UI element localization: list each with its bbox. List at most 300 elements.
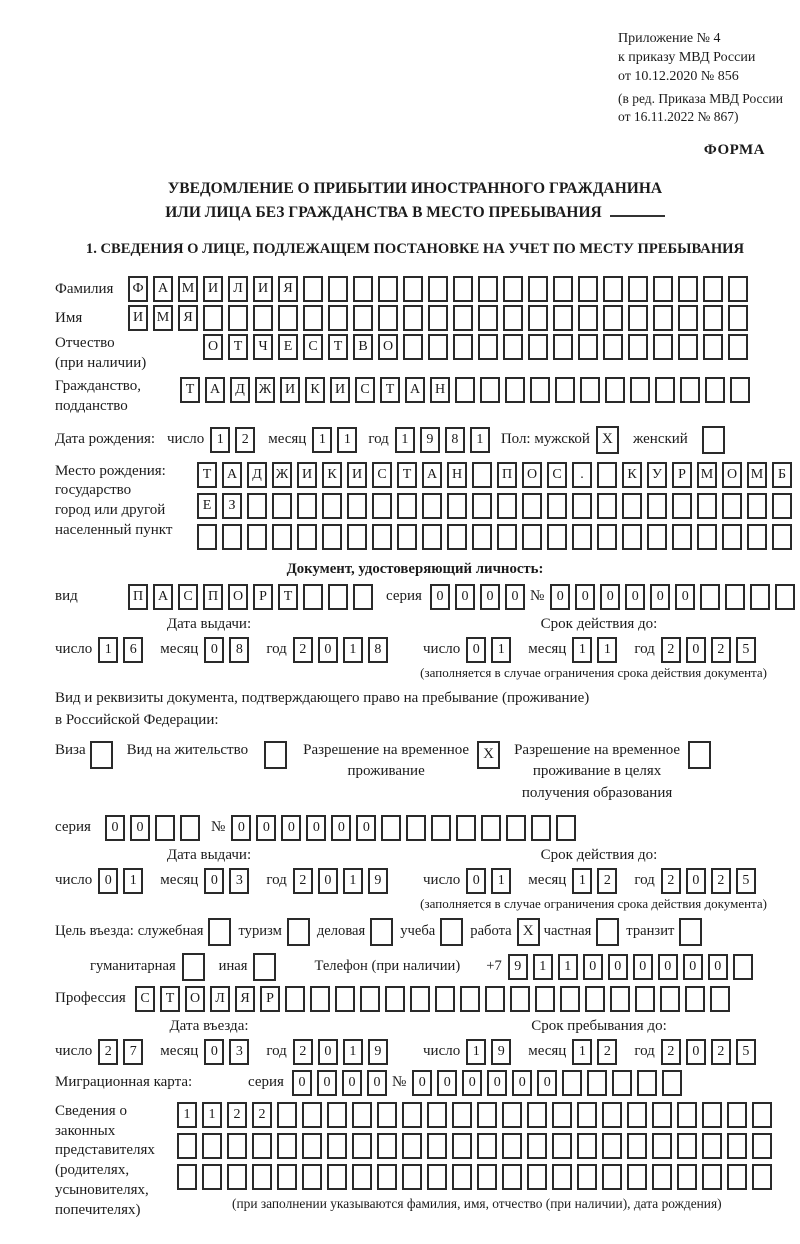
char-box[interactable]: 0: [537, 1070, 557, 1096]
char-box[interactable]: [553, 334, 573, 360]
char-box[interactable]: 3: [229, 868, 249, 894]
char-box[interactable]: [535, 986, 555, 1012]
char-box[interactable]: Т: [180, 377, 200, 403]
char-box[interactable]: 0: [462, 1070, 482, 1096]
char-box[interactable]: 0: [331, 815, 351, 841]
char-box[interactable]: [381, 815, 401, 841]
char-box[interactable]: [697, 493, 717, 519]
char-box[interactable]: Р: [672, 462, 692, 488]
char-box[interactable]: 1: [491, 868, 511, 894]
char-box[interactable]: [403, 334, 423, 360]
char-box[interactable]: [406, 815, 426, 841]
char-box[interactable]: [722, 524, 742, 550]
char-box[interactable]: [647, 493, 667, 519]
char-box[interactable]: [478, 334, 498, 360]
char-box[interactable]: [402, 1133, 422, 1159]
char-box[interactable]: [703, 276, 723, 302]
char-box[interactable]: 0: [281, 815, 301, 841]
char-box[interactable]: [453, 305, 473, 331]
char-box[interactable]: [477, 1102, 497, 1128]
char-box[interactable]: 0: [583, 954, 603, 980]
char-box[interactable]: 3: [229, 1039, 249, 1065]
char-box[interactable]: [328, 305, 348, 331]
char-box[interactable]: [628, 334, 648, 360]
char-box[interactable]: 2: [235, 427, 255, 453]
char-box[interactable]: А: [153, 584, 173, 610]
char-box[interactable]: [378, 305, 398, 331]
char-box[interactable]: [680, 377, 700, 403]
char-box[interactable]: [562, 1070, 582, 1096]
char-box[interactable]: [327, 1102, 347, 1128]
char-box[interactable]: Т: [228, 334, 248, 360]
char-box[interactable]: 0: [600, 584, 620, 610]
char-box[interactable]: [602, 1102, 622, 1128]
char-box[interactable]: [750, 584, 770, 610]
char-box[interactable]: 2: [293, 637, 313, 663]
char-box[interactable]: [528, 305, 548, 331]
temp-residence-checkbox[interactable]: X: [477, 741, 500, 769]
char-box[interactable]: 9: [491, 1039, 511, 1065]
char-box[interactable]: И: [128, 305, 148, 331]
char-box[interactable]: 1: [533, 954, 553, 980]
char-box[interactable]: 2: [597, 1039, 617, 1065]
char-box[interactable]: [477, 1133, 497, 1159]
char-box[interactable]: [585, 986, 605, 1012]
char-box[interactable]: [577, 1164, 597, 1190]
char-box[interactable]: [410, 986, 430, 1012]
char-box[interactable]: П: [203, 584, 223, 610]
char-box[interactable]: 0: [318, 637, 338, 663]
char-box[interactable]: 0: [437, 1070, 457, 1096]
char-box[interactable]: [352, 1133, 372, 1159]
char-box[interactable]: О: [522, 462, 542, 488]
char-box[interactable]: [655, 377, 675, 403]
char-box[interactable]: [352, 1164, 372, 1190]
char-box[interactable]: Т: [278, 584, 298, 610]
char-box[interactable]: 2: [227, 1102, 247, 1128]
char-box[interactable]: [572, 493, 592, 519]
char-box[interactable]: [637, 1070, 657, 1096]
char-box[interactable]: Р: [253, 584, 273, 610]
char-box[interactable]: [372, 524, 392, 550]
char-box[interactable]: 0: [98, 868, 118, 894]
char-box[interactable]: 0: [356, 815, 376, 841]
char-box[interactable]: [402, 1102, 422, 1128]
char-box[interactable]: [478, 305, 498, 331]
char-box[interactable]: А: [205, 377, 225, 403]
char-box[interactable]: [460, 986, 480, 1012]
char-box[interactable]: [302, 1102, 322, 1128]
char-box[interactable]: 0: [318, 868, 338, 894]
char-box[interactable]: 1: [202, 1102, 222, 1128]
char-box[interactable]: 1: [123, 868, 143, 894]
char-box[interactable]: [702, 1133, 722, 1159]
char-box[interactable]: 0: [130, 815, 150, 841]
char-box[interactable]: [527, 1133, 547, 1159]
char-box[interactable]: [455, 377, 475, 403]
char-box[interactable]: [327, 1164, 347, 1190]
char-box[interactable]: 0: [412, 1070, 432, 1096]
char-box[interactable]: 8: [445, 427, 465, 453]
char-box[interactable]: 0: [466, 637, 486, 663]
char-box[interactable]: Б: [772, 462, 792, 488]
char-box[interactable]: [328, 276, 348, 302]
char-box[interactable]: [597, 462, 617, 488]
char-box[interactable]: [528, 276, 548, 302]
char-box[interactable]: П: [497, 462, 517, 488]
char-box[interactable]: [377, 1164, 397, 1190]
purpose-commercial-checkbox[interactable]: [370, 918, 393, 946]
char-box[interactable]: 1: [572, 637, 592, 663]
char-box[interactable]: [328, 584, 348, 610]
char-box[interactable]: Ф: [128, 276, 148, 302]
char-box[interactable]: Я: [178, 305, 198, 331]
char-box[interactable]: Т: [197, 462, 217, 488]
char-box[interactable]: Т: [380, 377, 400, 403]
char-box[interactable]: 0: [658, 954, 678, 980]
char-box[interactable]: [772, 493, 792, 519]
char-box[interactable]: 2: [252, 1102, 272, 1128]
char-box[interactable]: [747, 493, 767, 519]
char-box[interactable]: И: [297, 462, 317, 488]
char-box[interactable]: [587, 1070, 607, 1096]
char-box[interactable]: [180, 815, 200, 841]
char-box[interactable]: 1: [572, 1039, 592, 1065]
char-box[interactable]: [605, 377, 625, 403]
char-box[interactable]: Н: [430, 377, 450, 403]
char-box[interactable]: [402, 1164, 422, 1190]
char-box[interactable]: [530, 377, 550, 403]
char-box[interactable]: [527, 1164, 547, 1190]
char-box[interactable]: [155, 815, 175, 841]
char-box[interactable]: 1: [343, 637, 363, 663]
char-box[interactable]: [710, 986, 730, 1012]
char-box[interactable]: 1: [337, 427, 357, 453]
char-box[interactable]: [552, 1102, 572, 1128]
char-box[interactable]: О: [378, 334, 398, 360]
char-box[interactable]: 0: [204, 1039, 224, 1065]
char-box[interactable]: [472, 524, 492, 550]
char-box[interactable]: [652, 1164, 672, 1190]
char-box[interactable]: О: [228, 584, 248, 610]
char-box[interactable]: [347, 493, 367, 519]
char-box[interactable]: 1: [98, 637, 118, 663]
char-box[interactable]: 1: [572, 868, 592, 894]
char-box[interactable]: [202, 1133, 222, 1159]
char-box[interactable]: [578, 276, 598, 302]
char-box[interactable]: 0: [342, 1070, 362, 1096]
char-box[interactable]: К: [622, 462, 642, 488]
char-box[interactable]: К: [305, 377, 325, 403]
char-box[interactable]: [653, 305, 673, 331]
char-box[interactable]: [578, 334, 598, 360]
char-box[interactable]: [352, 1102, 372, 1128]
char-box[interactable]: О: [203, 334, 223, 360]
char-box[interactable]: Ж: [272, 462, 292, 488]
char-box[interactable]: [672, 493, 692, 519]
char-box[interactable]: [703, 305, 723, 331]
char-box[interactable]: [725, 584, 745, 610]
char-box[interactable]: [427, 1102, 447, 1128]
sex-female-checkbox[interactable]: [702, 426, 725, 454]
char-box[interactable]: [597, 524, 617, 550]
char-box[interactable]: 2: [597, 868, 617, 894]
char-box[interactable]: 9: [508, 954, 528, 980]
char-box[interactable]: 0: [430, 584, 450, 610]
char-box[interactable]: 2: [98, 1039, 118, 1065]
char-box[interactable]: [397, 493, 417, 519]
char-box[interactable]: [397, 524, 417, 550]
char-box[interactable]: П: [128, 584, 148, 610]
char-box[interactable]: [272, 493, 292, 519]
char-box[interactable]: 0: [625, 584, 645, 610]
char-box[interactable]: 2: [711, 637, 731, 663]
char-box[interactable]: 8: [229, 637, 249, 663]
char-box[interactable]: 0: [633, 954, 653, 980]
char-box[interactable]: 0: [455, 584, 475, 610]
char-box[interactable]: [302, 1164, 322, 1190]
char-box[interactable]: [728, 305, 748, 331]
char-box[interactable]: [403, 276, 423, 302]
char-box[interactable]: 1: [177, 1102, 197, 1128]
char-box[interactable]: [553, 276, 573, 302]
char-box[interactable]: [628, 276, 648, 302]
char-box[interactable]: [506, 815, 526, 841]
char-box[interactable]: 0: [608, 954, 628, 980]
char-box[interactable]: 0: [367, 1070, 387, 1096]
char-box[interactable]: [480, 377, 500, 403]
char-box[interactable]: С: [135, 986, 155, 1012]
char-box[interactable]: 2: [711, 1039, 731, 1065]
char-box[interactable]: 0: [575, 584, 595, 610]
char-box[interactable]: 5: [736, 1039, 756, 1065]
char-box[interactable]: С: [547, 462, 567, 488]
char-box[interactable]: [177, 1164, 197, 1190]
char-box[interactable]: [353, 276, 373, 302]
char-box[interactable]: [378, 276, 398, 302]
char-box[interactable]: 0: [505, 584, 525, 610]
char-box[interactable]: [527, 1102, 547, 1128]
char-box[interactable]: 1: [470, 427, 490, 453]
char-box[interactable]: 5: [736, 868, 756, 894]
char-box[interactable]: Т: [160, 986, 180, 1012]
char-box[interactable]: [653, 334, 673, 360]
char-box[interactable]: [728, 334, 748, 360]
char-box[interactable]: 0: [256, 815, 276, 841]
char-box[interactable]: 0: [650, 584, 670, 610]
char-box[interactable]: И: [280, 377, 300, 403]
char-box[interactable]: [522, 524, 542, 550]
char-box[interactable]: [653, 276, 673, 302]
char-box[interactable]: [677, 1164, 697, 1190]
char-box[interactable]: [577, 1102, 597, 1128]
char-box[interactable]: [422, 493, 442, 519]
char-box[interactable]: 0: [686, 1039, 706, 1065]
char-box[interactable]: М: [178, 276, 198, 302]
char-box[interactable]: Я: [235, 986, 255, 1012]
purpose-private-checkbox[interactable]: [596, 918, 619, 946]
char-box[interactable]: Р: [260, 986, 280, 1012]
char-box[interactable]: Ч: [253, 334, 273, 360]
char-box[interactable]: [552, 1164, 572, 1190]
purpose-business-checkbox[interactable]: [208, 918, 231, 946]
purpose-humanitarian-checkbox[interactable]: [182, 953, 205, 981]
char-box[interactable]: [277, 1102, 297, 1128]
char-box[interactable]: [722, 493, 742, 519]
char-box[interactable]: [577, 1133, 597, 1159]
char-box[interactable]: [685, 986, 705, 1012]
char-box[interactable]: И: [253, 276, 273, 302]
char-box[interactable]: 9: [368, 1039, 388, 1065]
char-box[interactable]: [702, 1164, 722, 1190]
char-box[interactable]: [552, 1133, 572, 1159]
char-box[interactable]: [385, 986, 405, 1012]
char-box[interactable]: 1: [343, 1039, 363, 1065]
purpose-tourism-checkbox[interactable]: [287, 918, 310, 946]
char-box[interactable]: Д: [230, 377, 250, 403]
char-box[interactable]: [602, 1133, 622, 1159]
char-box[interactable]: 0: [317, 1070, 337, 1096]
char-box[interactable]: [560, 986, 580, 1012]
char-box[interactable]: [660, 986, 680, 1012]
purpose-transit-checkbox[interactable]: [679, 918, 702, 946]
char-box[interactable]: [603, 334, 623, 360]
char-box[interactable]: [477, 1164, 497, 1190]
char-box[interactable]: [247, 493, 267, 519]
char-box[interactable]: [272, 524, 292, 550]
char-box[interactable]: [277, 1164, 297, 1190]
char-box[interactable]: [247, 524, 267, 550]
char-box[interactable]: [422, 524, 442, 550]
char-box[interactable]: 9: [368, 868, 388, 894]
char-box[interactable]: [456, 815, 476, 841]
char-box[interactable]: 0: [306, 815, 326, 841]
char-box[interactable]: Е: [197, 493, 217, 519]
char-box[interactable]: [602, 1164, 622, 1190]
char-box[interactable]: [503, 305, 523, 331]
char-box[interactable]: 9: [420, 427, 440, 453]
char-box[interactable]: 0: [708, 954, 728, 980]
char-box[interactable]: [278, 305, 298, 331]
char-box[interactable]: И: [330, 377, 350, 403]
char-box[interactable]: [503, 276, 523, 302]
char-box[interactable]: [297, 524, 317, 550]
char-box[interactable]: 0: [550, 584, 570, 610]
char-box[interactable]: [502, 1102, 522, 1128]
char-box[interactable]: Т: [328, 334, 348, 360]
char-box[interactable]: 0: [231, 815, 251, 841]
char-box[interactable]: [347, 524, 367, 550]
char-box[interactable]: 1: [558, 954, 578, 980]
char-box[interactable]: С: [178, 584, 198, 610]
char-box[interactable]: [603, 305, 623, 331]
char-box[interactable]: [452, 1164, 472, 1190]
char-box[interactable]: [502, 1164, 522, 1190]
char-box[interactable]: [505, 377, 525, 403]
char-box[interactable]: С: [355, 377, 375, 403]
char-box[interactable]: [303, 276, 323, 302]
char-box[interactable]: М: [153, 305, 173, 331]
char-box[interactable]: [556, 815, 576, 841]
char-box[interactable]: К: [322, 462, 342, 488]
char-box[interactable]: [372, 493, 392, 519]
char-box[interactable]: [360, 986, 380, 1012]
char-box[interactable]: [697, 524, 717, 550]
char-box[interactable]: [727, 1102, 747, 1128]
char-box[interactable]: [752, 1133, 772, 1159]
char-box[interactable]: [628, 305, 648, 331]
char-box[interactable]: [302, 1133, 322, 1159]
char-box[interactable]: [227, 1164, 247, 1190]
char-box[interactable]: [672, 524, 692, 550]
char-box[interactable]: [610, 986, 630, 1012]
char-box[interactable]: [747, 524, 767, 550]
char-box[interactable]: 0: [292, 1070, 312, 1096]
char-box[interactable]: [472, 462, 492, 488]
purpose-other-checkbox[interactable]: [253, 953, 276, 981]
char-box[interactable]: [327, 1133, 347, 1159]
char-box[interactable]: [303, 584, 323, 610]
char-box[interactable]: А: [422, 462, 442, 488]
char-box[interactable]: [635, 986, 655, 1012]
char-box[interactable]: [705, 377, 725, 403]
char-box[interactable]: Ж: [255, 377, 275, 403]
char-box[interactable]: 1: [312, 427, 332, 453]
char-box[interactable]: [627, 1133, 647, 1159]
char-box[interactable]: [428, 334, 448, 360]
char-box[interactable]: [627, 1102, 647, 1128]
char-box[interactable]: [531, 815, 551, 841]
char-box[interactable]: [197, 524, 217, 550]
char-box[interactable]: 0: [512, 1070, 532, 1096]
char-box[interactable]: [652, 1133, 672, 1159]
char-box[interactable]: 5: [736, 637, 756, 663]
char-box[interactable]: [335, 986, 355, 1012]
char-box[interactable]: [502, 1133, 522, 1159]
char-box[interactable]: [678, 334, 698, 360]
char-box[interactable]: З: [222, 493, 242, 519]
char-box[interactable]: [677, 1133, 697, 1159]
char-box[interactable]: 2: [661, 1039, 681, 1065]
char-box[interactable]: Д: [247, 462, 267, 488]
char-box[interactable]: [497, 524, 517, 550]
char-box[interactable]: [453, 276, 473, 302]
char-box[interactable]: 0: [675, 584, 695, 610]
char-box[interactable]: [481, 815, 501, 841]
char-box[interactable]: [730, 377, 750, 403]
char-box[interactable]: [297, 493, 317, 519]
char-box[interactable]: 2: [711, 868, 731, 894]
char-box[interactable]: [310, 986, 330, 1012]
char-box[interactable]: [252, 1164, 272, 1190]
char-box[interactable]: М: [747, 462, 767, 488]
char-box[interactable]: 1: [343, 868, 363, 894]
char-box[interactable]: С: [372, 462, 392, 488]
char-box[interactable]: [427, 1133, 447, 1159]
char-box[interactable]: [727, 1133, 747, 1159]
char-box[interactable]: А: [405, 377, 425, 403]
char-box[interactable]: [727, 1164, 747, 1190]
char-box[interactable]: И: [347, 462, 367, 488]
char-box[interactable]: [528, 334, 548, 360]
char-box[interactable]: 0: [204, 868, 224, 894]
char-box[interactable]: Т: [397, 462, 417, 488]
char-box[interactable]: [547, 493, 567, 519]
char-box[interactable]: [202, 1164, 222, 1190]
char-box[interactable]: [447, 524, 467, 550]
char-box[interactable]: А: [222, 462, 242, 488]
char-box[interactable]: [227, 1133, 247, 1159]
